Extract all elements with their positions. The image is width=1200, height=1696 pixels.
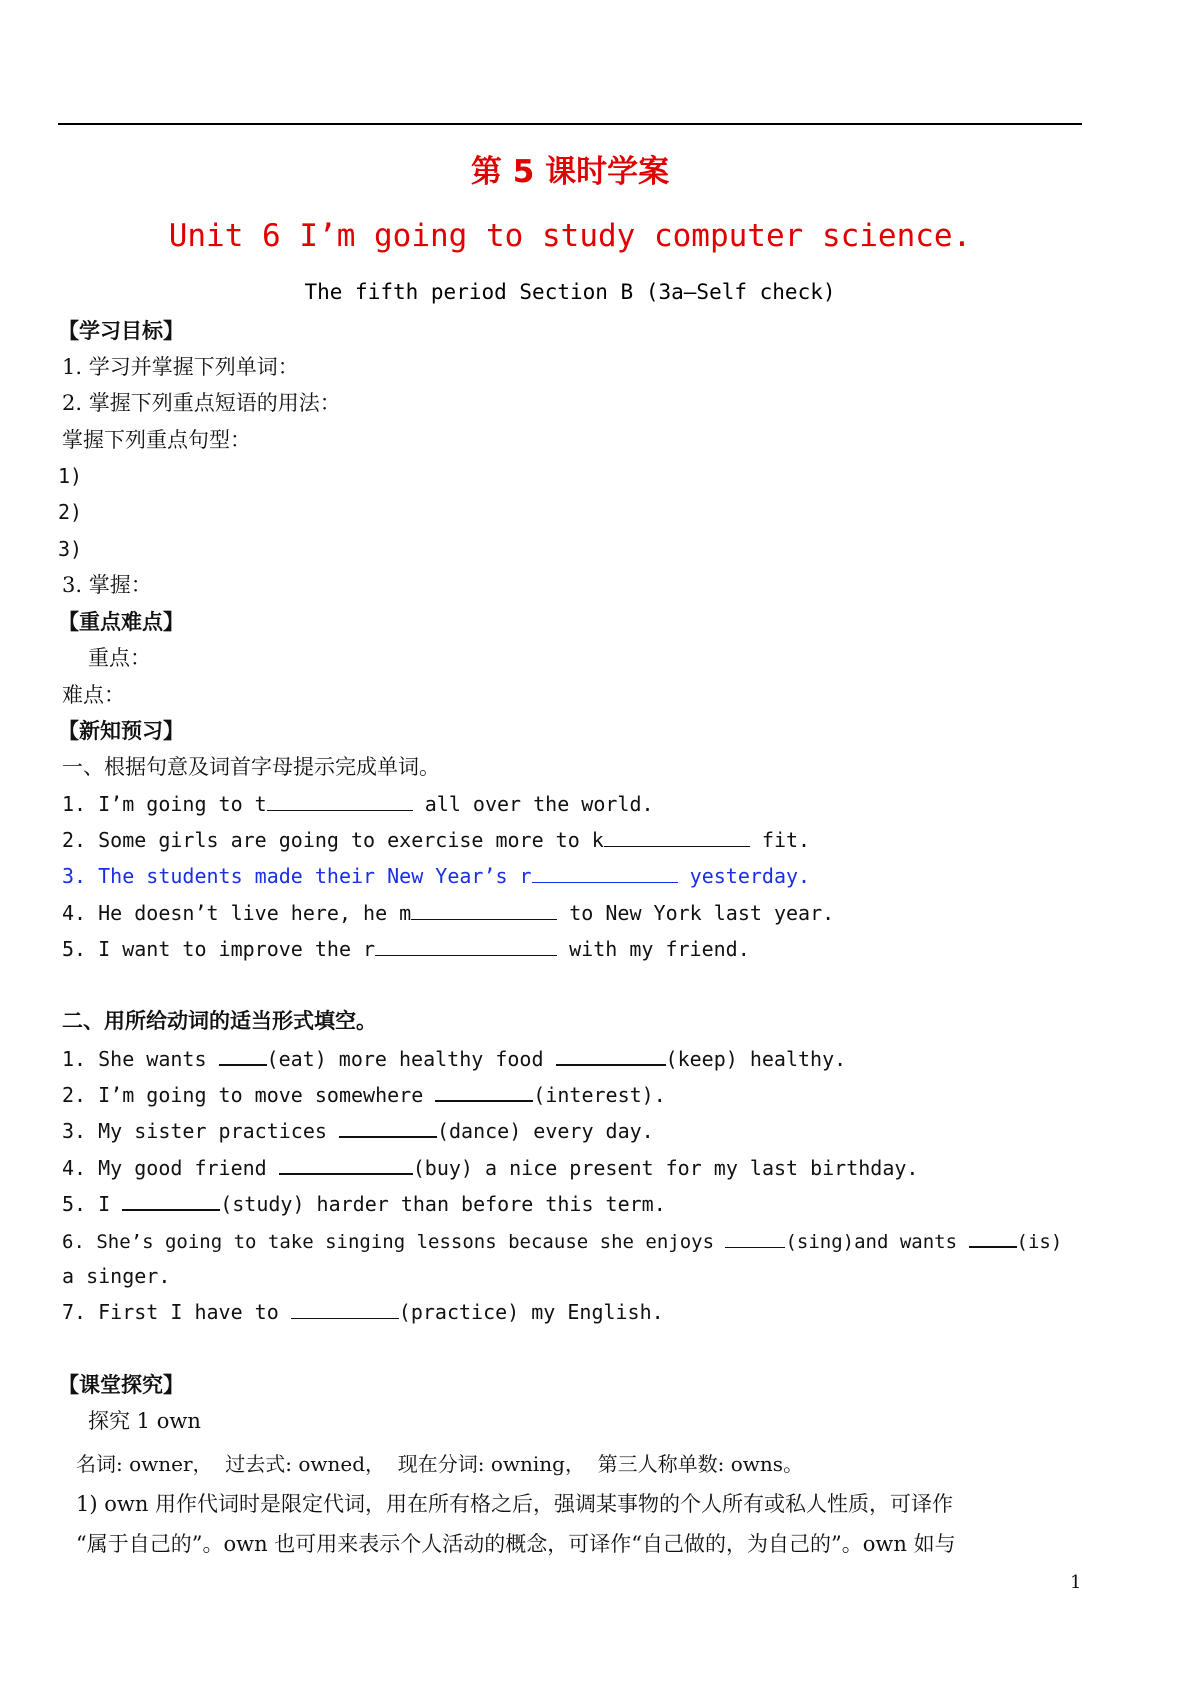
key-point: 重点： <box>88 646 151 670</box>
part2-q4: 4. My good friend (buy) a nice present for my last birthday. <box>62 1153 918 1182</box>
explore-sub-1: 探究 1 own <box>88 1409 201 1433</box>
part2-q2: 2. I’m going to move somewhere (interest). <box>62 1080 666 1109</box>
sentence-2: 2) <box>58 500 83 524</box>
unit-title: Unit 6 I’m going to study computer science. <box>168 218 972 254</box>
explore-heading: 【课堂探究】 <box>58 1373 184 1397</box>
period-subtitle: The fifth period Section B (3a—Self check) <box>304 280 836 304</box>
page-number: 1 <box>1070 1572 1082 1593</box>
part1-q2: 2. Some girls are going to exercise more to k fit. <box>62 828 811 852</box>
explore-para-1: 1) own 用作代词时是限定代词，用在所有格之后，强调某事物的个人所有或私人性质，可译作 <box>76 1492 954 1516</box>
answer-blank[interactable] <box>219 1044 267 1066</box>
goal-item-1: 1. 学习并掌握下列单词： <box>62 355 299 379</box>
goals-heading: 【学习目标】 <box>58 319 184 343</box>
part2-q1: 1. She wants (eat) more healthy food (keep) healthy. <box>62 1044 846 1073</box>
part2-q6-cont: a singer. <box>62 1264 171 1288</box>
part2-q7: 7. First I have to (practice) my English. <box>62 1300 664 1324</box>
answer-blank[interactable] <box>725 1227 785 1248</box>
goal-item-2: 2. 掌握下列重点短语的用法： <box>62 391 341 415</box>
part1-q3: 3. The students made their New Year’s r yesterday. <box>62 864 811 888</box>
answer-blank[interactable] <box>122 1189 220 1211</box>
sentence-1: 1) <box>58 464 83 488</box>
answer-blank[interactable] <box>411 899 557 920</box>
part2-q6: 6. She’s going to take singing lessons because she enjoys (sing)and wants (is) <box>62 1226 1062 1256</box>
part1-q4: 4. He doesn’t live here, he m to New York last year. <box>62 901 835 925</box>
answer-blank[interactable] <box>279 1153 413 1175</box>
goal-item-2b: 掌握下列重点句型： <box>62 428 251 452</box>
answer-blank[interactable] <box>339 1116 437 1138</box>
difficult-point: 难点： <box>62 683 125 707</box>
answer-blank[interactable] <box>532 862 678 883</box>
answer-blank[interactable] <box>969 1226 1017 1248</box>
preview-heading: 【新知预习】 <box>58 719 184 743</box>
explore-para-2: “属于自己的”。own 也可用来表示个人活动的概念，可译作“自己做的，为自己的”。own 如与 <box>76 1532 956 1556</box>
part1-q1: 1. I’m going to t all over the world. <box>62 792 654 816</box>
answer-blank[interactable] <box>291 1298 399 1319</box>
answer-blank[interactable] <box>267 790 413 811</box>
part2-q5: 5. I (study) harder than before this term. <box>62 1189 666 1218</box>
answer-blank[interactable] <box>604 826 750 847</box>
part1-title: 一、根据句意及词首字母提示完成单词。 <box>62 755 440 779</box>
goal-item-3: 3. 掌握： <box>62 573 152 597</box>
answer-blank[interactable] <box>435 1080 533 1102</box>
key-points-heading: 【重点难点】 <box>58 610 184 634</box>
explore-forms: 名词: owner， 过去式: owned， 现在分词: owning， 第三人称单数: owns。 <box>76 1452 804 1476</box>
part2-q3: 3. My sister practices (dance) every day. <box>62 1116 654 1145</box>
answer-blank[interactable] <box>556 1044 666 1066</box>
top-rule <box>58 123 1082 125</box>
part1-q5: 5. I want to improve the r with my friend. <box>62 937 750 961</box>
page-title: 第 5 课时学案 <box>470 154 670 190</box>
sentence-3: 3) <box>58 537 83 561</box>
answer-blank[interactable] <box>375 935 557 956</box>
part2-title: 二、用所给动词的适当形式填空。 <box>62 1009 377 1033</box>
